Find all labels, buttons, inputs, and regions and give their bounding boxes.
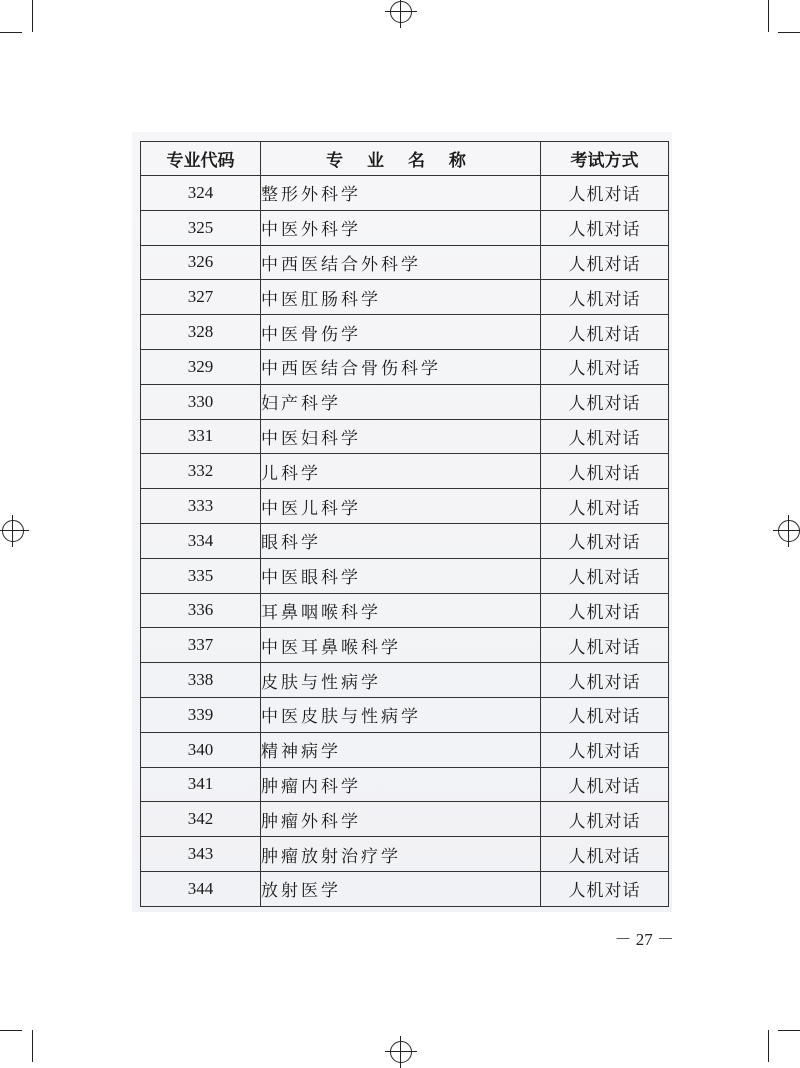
cell-name: 放射医学 bbox=[261, 871, 541, 906]
cell-name: 整形外科学 bbox=[261, 176, 541, 211]
cell-mode: 人机对话 bbox=[541, 454, 669, 489]
cell-mode: 人机对话 bbox=[541, 419, 669, 454]
cell-name: 眼科学 bbox=[261, 523, 541, 558]
cell-code: 326 bbox=[141, 245, 261, 280]
cell-mode: 人机对话 bbox=[541, 489, 669, 524]
cell-name: 中医眼科学 bbox=[261, 558, 541, 593]
cell-name: 中医皮肤与性病学 bbox=[261, 697, 541, 732]
table-row bbox=[141, 210, 669, 245]
table-row bbox=[141, 245, 669, 280]
crop-mark bbox=[768, 1030, 769, 1062]
cell-name: 皮肤与性病学 bbox=[261, 663, 541, 698]
table-header-row bbox=[141, 142, 669, 176]
cell-name: 中医外科学 bbox=[261, 210, 541, 245]
cell-mode: 人机对话 bbox=[541, 315, 669, 350]
table-row bbox=[141, 315, 669, 350]
cell-mode: 人机对话 bbox=[541, 593, 669, 628]
table-row bbox=[141, 802, 669, 837]
cell-code: 335 bbox=[141, 558, 261, 593]
registration-mark-right bbox=[778, 520, 800, 542]
cell-code: 324 bbox=[141, 176, 261, 211]
header-name-label: 专 业 名 称 bbox=[326, 151, 475, 171]
table-row bbox=[141, 871, 669, 906]
crop-mark bbox=[778, 32, 800, 33]
cell-code: 330 bbox=[141, 384, 261, 419]
cell-name: 妇产科学 bbox=[261, 384, 541, 419]
cell-mode: 人机对话 bbox=[541, 871, 669, 906]
registration-mark-left bbox=[2, 520, 24, 542]
cell-mode: 人机对话 bbox=[541, 384, 669, 419]
crop-mark bbox=[32, 1030, 33, 1062]
cell-code: 341 bbox=[141, 767, 261, 802]
table-row bbox=[141, 663, 669, 698]
crop-mark bbox=[768, 0, 769, 32]
table-row bbox=[141, 384, 669, 419]
cell-mode: 人机对话 bbox=[541, 837, 669, 872]
table-row bbox=[141, 593, 669, 628]
table-row bbox=[141, 628, 669, 663]
registration-mark-bottom bbox=[390, 1041, 412, 1063]
cell-code: 328 bbox=[141, 315, 261, 350]
cell-code: 329 bbox=[141, 349, 261, 384]
cell-name: 肿瘤内科学 bbox=[261, 767, 541, 802]
cell-name: 中医骨伤学 bbox=[261, 315, 541, 350]
cell-name: 中医妇科学 bbox=[261, 419, 541, 454]
cell-name: 儿科学 bbox=[261, 454, 541, 489]
table-row bbox=[141, 697, 669, 732]
cell-code: 334 bbox=[141, 523, 261, 558]
cell-code: 338 bbox=[141, 663, 261, 698]
cell-mode: 人机对话 bbox=[541, 558, 669, 593]
cell-code: 327 bbox=[141, 280, 261, 315]
cell-mode: 人机对话 bbox=[541, 176, 669, 211]
cell-code: 325 bbox=[141, 210, 261, 245]
cell-name: 肿瘤放射治疗学 bbox=[261, 837, 541, 872]
crop-mark bbox=[778, 1030, 800, 1031]
cell-name: 中西医结合外科学 bbox=[261, 245, 541, 280]
header-name bbox=[261, 142, 541, 176]
crop-mark bbox=[32, 0, 33, 32]
table-row bbox=[141, 349, 669, 384]
cell-mode: 人机对话 bbox=[541, 697, 669, 732]
cell-code: 337 bbox=[141, 628, 261, 663]
cell-name: 中西医结合骨伤科学 bbox=[261, 349, 541, 384]
cell-mode: 人机对话 bbox=[541, 245, 669, 280]
cell-name: 精神病学 bbox=[261, 732, 541, 767]
table-row bbox=[141, 489, 669, 524]
cell-code: 336 bbox=[141, 593, 261, 628]
table-row bbox=[141, 837, 669, 872]
cell-code: 340 bbox=[141, 732, 261, 767]
cell-name: 中医儿科学 bbox=[261, 489, 541, 524]
cell-code: 343 bbox=[141, 837, 261, 872]
cell-code: 333 bbox=[141, 489, 261, 524]
table-row bbox=[141, 558, 669, 593]
crop-mark bbox=[0, 1030, 22, 1031]
cell-mode: 人机对话 bbox=[541, 210, 669, 245]
cell-name: 肿瘤外科学 bbox=[261, 802, 541, 837]
cell-code: 342 bbox=[141, 802, 261, 837]
header-code: 专业代码 bbox=[141, 142, 261, 176]
table-row bbox=[141, 176, 669, 211]
cell-mode: 人机对话 bbox=[541, 280, 669, 315]
cell-name: 耳鼻咽喉科学 bbox=[261, 593, 541, 628]
cell-code: 344 bbox=[141, 871, 261, 906]
cell-mode: 人机对话 bbox=[541, 523, 669, 558]
cell-mode: 人机对话 bbox=[541, 802, 669, 837]
cell-code: 339 bbox=[141, 697, 261, 732]
table-row bbox=[141, 767, 669, 802]
page-number: － 27 － bbox=[614, 930, 674, 949]
table-row bbox=[141, 280, 669, 315]
crop-mark bbox=[0, 32, 22, 33]
cell-mode: 人机对话 bbox=[541, 628, 669, 663]
cell-mode: 人机对话 bbox=[541, 767, 669, 802]
header-mode: 考试方式 bbox=[541, 142, 669, 176]
registration-mark-top bbox=[390, 1, 412, 23]
cell-name: 中医耳鼻喉科学 bbox=[261, 628, 541, 663]
majors-table bbox=[140, 141, 669, 907]
cell-name: 中医肛肠科学 bbox=[261, 280, 541, 315]
cell-mode: 人机对话 bbox=[541, 663, 669, 698]
table-row bbox=[141, 419, 669, 454]
table-row bbox=[141, 732, 669, 767]
cell-code: 331 bbox=[141, 419, 261, 454]
cell-mode: 人机对话 bbox=[541, 349, 669, 384]
table-row bbox=[141, 523, 669, 558]
cell-mode: 人机对话 bbox=[541, 732, 669, 767]
cell-code: 332 bbox=[141, 454, 261, 489]
table-row bbox=[141, 454, 669, 489]
